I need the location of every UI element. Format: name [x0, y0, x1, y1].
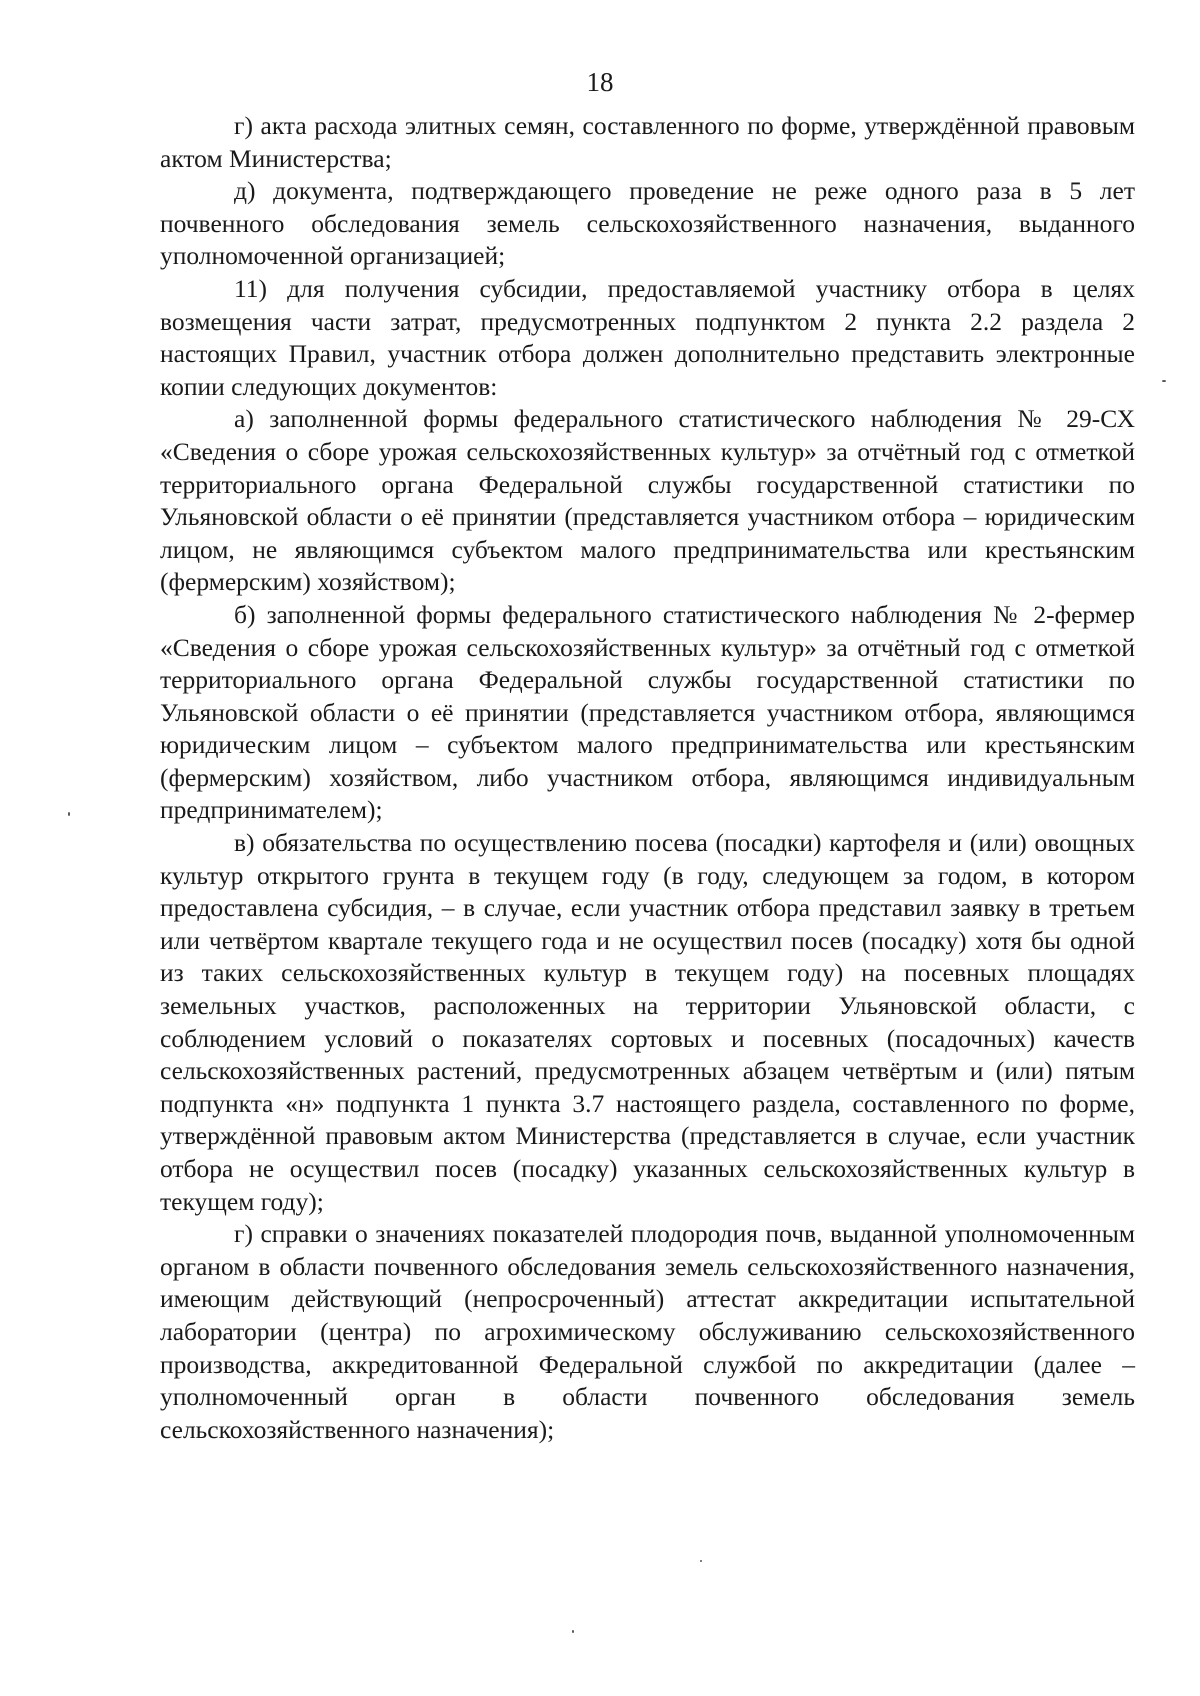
paragraph-a-form-29-sx: а) заполненной формы федерального статистического наблюдения № 29-СХ «Сведения о сборе урожая сельскохозяйственных культур» за отчётный год с отметкой территориального органа Федеральной службы государственной статистики по Ульяновской области о её принятии (представляется участником отбора – юридическим лицом, не являющимся субъектом малого предпринимательства или крестьянским (фермерским) хозяйством); — [160, 404, 1135, 597]
paragraph-v-planting-obligation: в) обязательства по осуществлению посева (посадки) картофеля и (или) овощных культур открытого грунта в текущем году (в году, следующем за годом, в котором предоставлена субсидия, – в случае, если участник отбора представил заявку в третьем или четвёртом квартале текущего года и не осуществил посев (посадку) хотя бы одной из таких сельскохозяйственных культур в текущем году) на посевных площадях земельных участков, расположенных на территории Ульяновской области, с соблюдением условий о показателях сортовых и посевных (посадочных) качеств сельскохозяйственных растений, предусмотренных абзацем четвёртым и (или) пятым подпункта «н» подпункта 1 пункта 3.7 настоящего раздела, составленного по форме, утверждённой правовым актом Министерства (представляется в случае, если участник отбора не осуществил посев (посадку) указанных сельскохозяйственных культур в текущем году); — [160, 828, 1135, 1216]
paragraph-d-soil-survey: д) документа, подтверждающего проведение не реже одного раза в 5 лет почвенного обследования земель сельскохозяйственного назначения, выданного уполномоченной организацией; — [160, 176, 1135, 271]
paragraph-g-seed-act: г) акта расхода элитных семян, составленного по форме, утверждённой правовым актом Министерства; — [160, 111, 1135, 173]
paragraph-11-subsidy-docs: 11) для получения субсидии, предоставляемой участнику отбора в целях возмещения части затрат, предусмотренных подпунктом 2 пункта 2.2 раздела 2 настоящих Правил, участник отбора должен дополнительно представить электронные копии следующих документов: — [160, 273, 1135, 401]
paragraph-g-soil-fertility: г) справки о значениях показателей плодородия почв, выданной уполномоченным органом в области почвенного обследования земель сельскохозяйственного назначения, имеющим действующий (непросроченный) аттестат аккредитации испытательной лаборатории (центра) по агрохимическому обслуживанию сельскохозяйственного производства, аккредитованной Федеральной службой по аккредитации (далее – уполномоченный орган в области почвенного обследования земель сельскохозяйственного назначения); — [160, 1219, 1135, 1444]
scan-speck — [572, 1630, 574, 1633]
scan-speck — [1162, 380, 1166, 382]
document-body — [160, 110, 1135, 1446]
paragraph-b-form-2-farmer: б) заполненной формы федерального статистического наблюдения № 2-фермер «Сведения о сборе урожая сельскохозяйственных культур» за отчётный год с отметкой территориального органа Федеральной службы государственной статистики по Ульяновской области о её принятии (представляется участником отбора, являющимся юридическим лицом – субъектом малого предпринимательства или крестьянским (фермерским) хозяйством, либо участником отбора, являющимся индивидуальным предпринимателем); — [160, 599, 1135, 825]
scan-speck — [68, 812, 70, 816]
scan-speck — [700, 1560, 702, 1562]
page-number: 18 — [586, 67, 614, 97]
